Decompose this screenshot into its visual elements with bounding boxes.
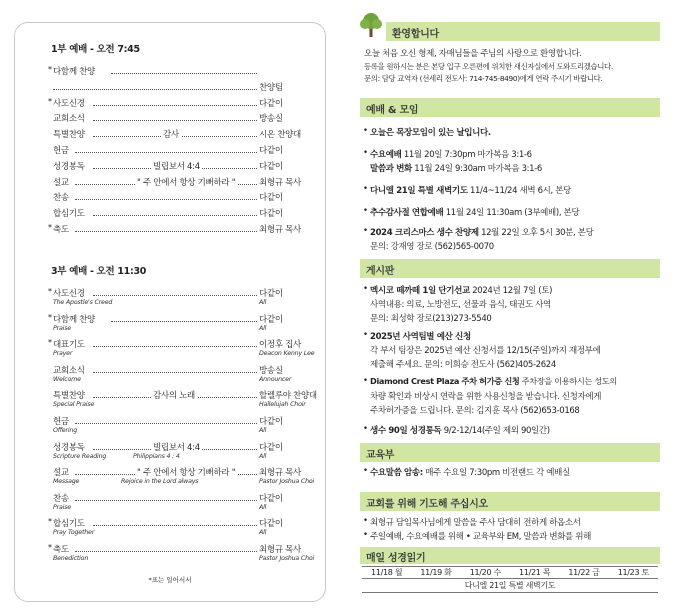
bible-day: 11/19 화: [411, 567, 460, 579]
row-value: 다같이: [259, 417, 283, 427]
leader-dots: [75, 500, 257, 501]
row-detail: 감사의 노래: [153, 391, 195, 402]
row-label: 합심기도: [53, 209, 85, 220]
row-label: 특별찬양: [53, 391, 85, 402]
service-row: [48, 338, 315, 351]
bullet: •: [363, 466, 369, 476]
prayer-title: 교회를 위해 기도해 주십시오: [366, 499, 488, 510]
service-row: [53, 144, 315, 156]
leader-dots: [111, 321, 257, 322]
board-line: [370, 344, 600, 356]
board-title: 게시판: [366, 266, 395, 277]
worship-item: [370, 162, 542, 174]
worship-item: [370, 240, 494, 252]
worship-item-text: 11월 24일 9:30am 마가복음 3:1-6: [414, 164, 542, 174]
row-label: 다함께 찬양: [53, 67, 95, 77]
row-detail: 빌립보서 4:4: [153, 442, 200, 453]
row-english-label: Praise: [53, 503, 71, 511]
service-row: [48, 223, 315, 235]
board-line-text: 제출해 주세요. 문의: 이희승 전도사 (562)405-2624: [370, 360, 556, 370]
tree-icon: [358, 12, 384, 38]
bullet: •: [363, 376, 369, 386]
bible-title: 매일 성경읽기: [366, 553, 426, 564]
bible-day: 11/21 목: [510, 567, 559, 579]
board-line: [370, 404, 580, 416]
board-header: [360, 259, 660, 278]
row-label: 성경봉독: [53, 161, 85, 172]
row-label: 설교: [53, 177, 69, 188]
board-line-text: 주차장을 이용하시는 성도의: [521, 376, 617, 386]
worship-item-text: 문의: 강재영 장로 (562)565-0070: [370, 242, 494, 252]
row-english-label: Pray Together: [53, 529, 95, 537]
row-detail: 감사: [163, 130, 179, 141]
row-value: 할렐루야 찬양대: [259, 391, 317, 402]
service-row: [53, 441, 315, 453]
worship-item-bold: 다니엘 21일 특별 새벽기도: [370, 186, 468, 196]
row-english-label: Special Praise: [53, 401, 95, 409]
education-line: [370, 466, 570, 478]
education-header: [360, 443, 660, 462]
education-bold: 수요말씀 암송:: [370, 468, 423, 478]
leader-dots: [93, 295, 257, 296]
board-line-bold: 멕시코 떼까떼 1일 단기선교: [370, 286, 470, 296]
service-row: [48, 96, 315, 109]
row-value: 다같이: [259, 442, 283, 453]
worship-item: [370, 206, 579, 218]
standing-mark: *: [48, 223, 52, 232]
board-line: [370, 312, 491, 324]
board-line-text: 2024년 12월 7일 (토): [472, 286, 553, 296]
welcome-line1: 오늘 처음 오신 형제, 자매님들을 주님의 사랑으로 환영합니다.: [364, 49, 582, 59]
row-value: 찬양팀: [259, 82, 283, 93]
service1-title: 1부 예배 - 오전 7:45: [51, 44, 140, 55]
service3-title: 3부 예배 - 오전 11:30: [51, 266, 147, 277]
row-label: 성경봉독: [53, 442, 85, 453]
standing-mark: *: [48, 312, 52, 322]
row-label: 사도신경: [53, 98, 85, 109]
leader-dots: [93, 372, 257, 373]
row-english-label: Welcome: [53, 375, 81, 383]
board-line-bold: Diamond Crest Plaza 주차 허가증 신청: [370, 376, 520, 386]
standing-mark: *: [48, 287, 52, 296]
service-row: [53, 364, 315, 376]
row-english-label: Prayer: [53, 350, 73, 358]
bullet: •: [363, 206, 369, 216]
bullet: •: [363, 530, 369, 540]
service-row: [53, 128, 315, 140]
service-row: [53, 492, 315, 504]
service-row: [48, 543, 315, 555]
bullet: •: [363, 226, 369, 236]
worship-item-text: 11월 20일 7:30pm 마가복음 3:1-6: [403, 150, 532, 160]
worship-item-bold: 말씀과 변화: [370, 164, 412, 174]
row-english-label: Message: [53, 478, 80, 486]
row-english-label: Benediction: [53, 555, 89, 562]
row-value: 최형규 목사: [259, 468, 301, 479]
board-line-text: 문의: 최성학 장로(213)273-5540: [370, 314, 492, 324]
board-line-text: 각 부서 팀장은 2025년 예산 신청서를 12/15(주일)까지 재정부에: [370, 346, 601, 356]
row-label: 대표기도: [53, 340, 85, 351]
worship-item: [370, 126, 491, 138]
row-value: 최형규 목사: [259, 545, 301, 555]
bullet: •: [363, 148, 369, 158]
row-english-detail: Philippians 4 : 4: [133, 452, 180, 460]
row-value: 다같이: [259, 98, 283, 109]
prayer-header: [360, 492, 660, 511]
leader-dots: [111, 73, 257, 74]
worship-item-bold: 2024 크리스마스 생수 찬양제: [370, 228, 479, 238]
row-detail: " 주 안에서 항상 기뻐하라 ": [137, 468, 236, 479]
row-label: 설교: [53, 468, 69, 479]
row-english-label: Scripture Reading: [53, 452, 107, 460]
bible-reading-table: [362, 566, 658, 579]
standing-mark: *: [48, 543, 52, 552]
service-row: [53, 112, 315, 124]
education-rest: 매주 수요일 7:30pm 비전랜드 각 예배실: [425, 468, 570, 478]
service-row: [53, 176, 315, 188]
bible-day: 11/22 금: [559, 567, 608, 579]
row-detail: 빌립보서 4:4: [153, 161, 200, 172]
board-line-text: 9/2-12/14(주일 제외 90일간): [443, 426, 550, 436]
board-line: [370, 330, 471, 342]
welcome-line2: 등록을 원하시는 분은 본당 입구 오른편에 위치한 새신자실에서 도와드리겠습니다.: [364, 62, 613, 71]
bible-header: [360, 547, 660, 564]
education-title: 교육부: [366, 450, 395, 461]
row-english-value: All: [259, 427, 267, 434]
worship-item-bold: 수요예배: [370, 150, 402, 160]
standing-mark: *: [48, 338, 52, 348]
board-line-text: 사역내용: 의료, 노방전도, 선물과 음식, 태권도 사역: [370, 300, 551, 310]
service-row: [53, 81, 315, 93]
row-english-label: Praise: [53, 324, 71, 332]
leader-dots: [93, 120, 257, 121]
leader-dots: [75, 551, 257, 552]
leader-dots: [53, 89, 257, 90]
row-label: 교회소식: [53, 114, 85, 125]
row-value: 다같이: [259, 193, 283, 204]
board-line-text: 주차허가증을 드립니다. 문의: 김지훈 목사 (562)653-0168: [370, 406, 580, 416]
row-english-label: Offering: [53, 427, 77, 434]
row-label: 사도신경: [53, 289, 85, 299]
bullet: •: [363, 184, 369, 194]
leader-dots: [93, 215, 257, 216]
worship-item-text: 11월 24일 11:30am (3부예배), 본당: [445, 208, 580, 218]
board-line-text: 차량 확인과 비상시 연락을 위한 사용신청을 받습니다. 신청자에게: [370, 392, 602, 402]
row-english-value: Deacon Kenny Lee: [259, 350, 315, 358]
leader-dots: [93, 346, 257, 347]
welcome-header: [386, 22, 660, 41]
standing-mark: *: [48, 96, 52, 106]
board-line: [370, 390, 601, 402]
prayer-line2: 주일예배, 수요예배를 위해 • 교육부와 EM, 말씀과 변화를 위해: [370, 532, 591, 542]
service-row: [53, 207, 315, 219]
row-detail: " 주 안에서 항상 기뻐하라 ": [137, 177, 236, 188]
row-english-detail: Rejoice in the Lord always: [121, 478, 199, 486]
row-english-value: All: [259, 503, 267, 511]
service-row: [53, 389, 315, 401]
bible-footer: 다니엘 21일 특별 새벽기도: [362, 580, 658, 593]
row-label: 찬송: [53, 193, 69, 204]
worship-item-bold: 오늘은 목장모임이 있는 날입니다.: [370, 128, 491, 138]
board-line: [370, 376, 617, 387]
row-value: 다같이: [259, 289, 283, 299]
row-english-label: The Apostle's Creed: [53, 299, 113, 306]
row-value: 다같이: [259, 493, 283, 504]
bullet: •: [363, 284, 369, 294]
standing-mark: *: [48, 517, 52, 527]
board-line: [370, 298, 551, 310]
board-line-bold: 생수 90일 성경통독: [370, 426, 442, 436]
row-label: 헌금: [53, 417, 69, 427]
row-value: 최형규 목사: [259, 177, 301, 188]
row-label: 축도: [53, 225, 69, 235]
board-line: [370, 284, 552, 296]
board-line-bold: 2025년 사역팀별 예산 신청: [370, 332, 471, 342]
row-label: 헌금: [53, 146, 69, 156]
leader-dots: [93, 105, 257, 106]
row-value: 방송실: [259, 114, 283, 125]
row-english-value: Pastor Joshua Choi: [259, 555, 315, 562]
row-label: 합심기도: [53, 519, 85, 530]
row-value: 다같이: [259, 519, 283, 530]
board-line: [370, 424, 550, 436]
standing-note: *표는 일어서서: [148, 576, 192, 584]
row-english-value: All: [259, 299, 267, 306]
row-english-value: All: [259, 324, 267, 332]
worship-item: [370, 184, 571, 196]
row-value: 다같이: [259, 314, 283, 325]
service-row: [53, 160, 315, 172]
order-of-service-panel: [14, 22, 326, 602]
worship-item: [370, 148, 532, 160]
row-value: 방송실: [259, 365, 283, 376]
row-english-value: Announcer: [259, 375, 292, 383]
row-value: 다같이: [259, 209, 283, 220]
worship-item-text: 11/4~11/24 새벽 6시, 본당: [469, 186, 571, 196]
worship-item-bold: 추수감사절 연합예배: [370, 208, 444, 218]
service-row: [48, 287, 315, 299]
row-label: 특별찬양: [53, 130, 85, 141]
service-row: [48, 65, 315, 77]
row-value: 다같이: [259, 146, 283, 156]
worship-item: [370, 226, 593, 238]
service-row: [53, 415, 315, 427]
bullet: •: [363, 330, 369, 340]
row-english-value: Hallelujah Choir: [259, 401, 306, 409]
row-value: 이정후 집사: [259, 340, 301, 351]
row-label: 교회소식: [53, 365, 85, 376]
row-value: 다같이: [259, 161, 283, 172]
service-row: [48, 517, 315, 530]
welcome-line3: 문의: 담당 교역자 (선세리 전도사: 714-745-8490)에게 연락 주시기 바랍니다.: [364, 74, 603, 83]
worship-item-text: 12월 22일 오후 5시 30분, 본당: [481, 228, 594, 238]
leader-dots: [75, 231, 257, 232]
service-row: [48, 312, 315, 325]
row-label: 축도: [53, 545, 69, 555]
bible-day: 11/20 수: [461, 567, 510, 579]
leader-dots: [75, 423, 257, 424]
bible-day: 11/23 토: [609, 567, 658, 579]
leader-dots: [93, 525, 257, 526]
leader-dots: [75, 199, 257, 200]
welcome-title: 환영합니다: [392, 29, 439, 40]
prayer-line1: 최형규 담임목사님에게 말씀을 주사 담대히 전하게 하옵소서: [370, 518, 581, 528]
row-value: 시온 찬양대: [259, 130, 301, 141]
row-english-value: All: [259, 452, 267, 460]
bullet: •: [363, 126, 369, 136]
row-label: 찬송: [53, 493, 69, 504]
bullet: •: [363, 516, 369, 526]
board-line: [370, 358, 556, 370]
bible-day: 11/18 월: [362, 567, 411, 579]
worship-header: [360, 98, 660, 117]
row-value: 최형규 목사: [259, 225, 301, 235]
bullet: •: [363, 424, 369, 434]
row-english-value: Pastor Joshua Choi: [259, 478, 315, 486]
row-english-value: All: [259, 529, 267, 537]
leader-dots: [75, 152, 257, 153]
service-row: [53, 466, 315, 478]
worship-title: 예배 & 모임: [366, 105, 419, 116]
row-label: 다함께 찬양: [53, 314, 95, 325]
standing-mark: *: [48, 65, 52, 74]
service-row: [53, 191, 315, 203]
